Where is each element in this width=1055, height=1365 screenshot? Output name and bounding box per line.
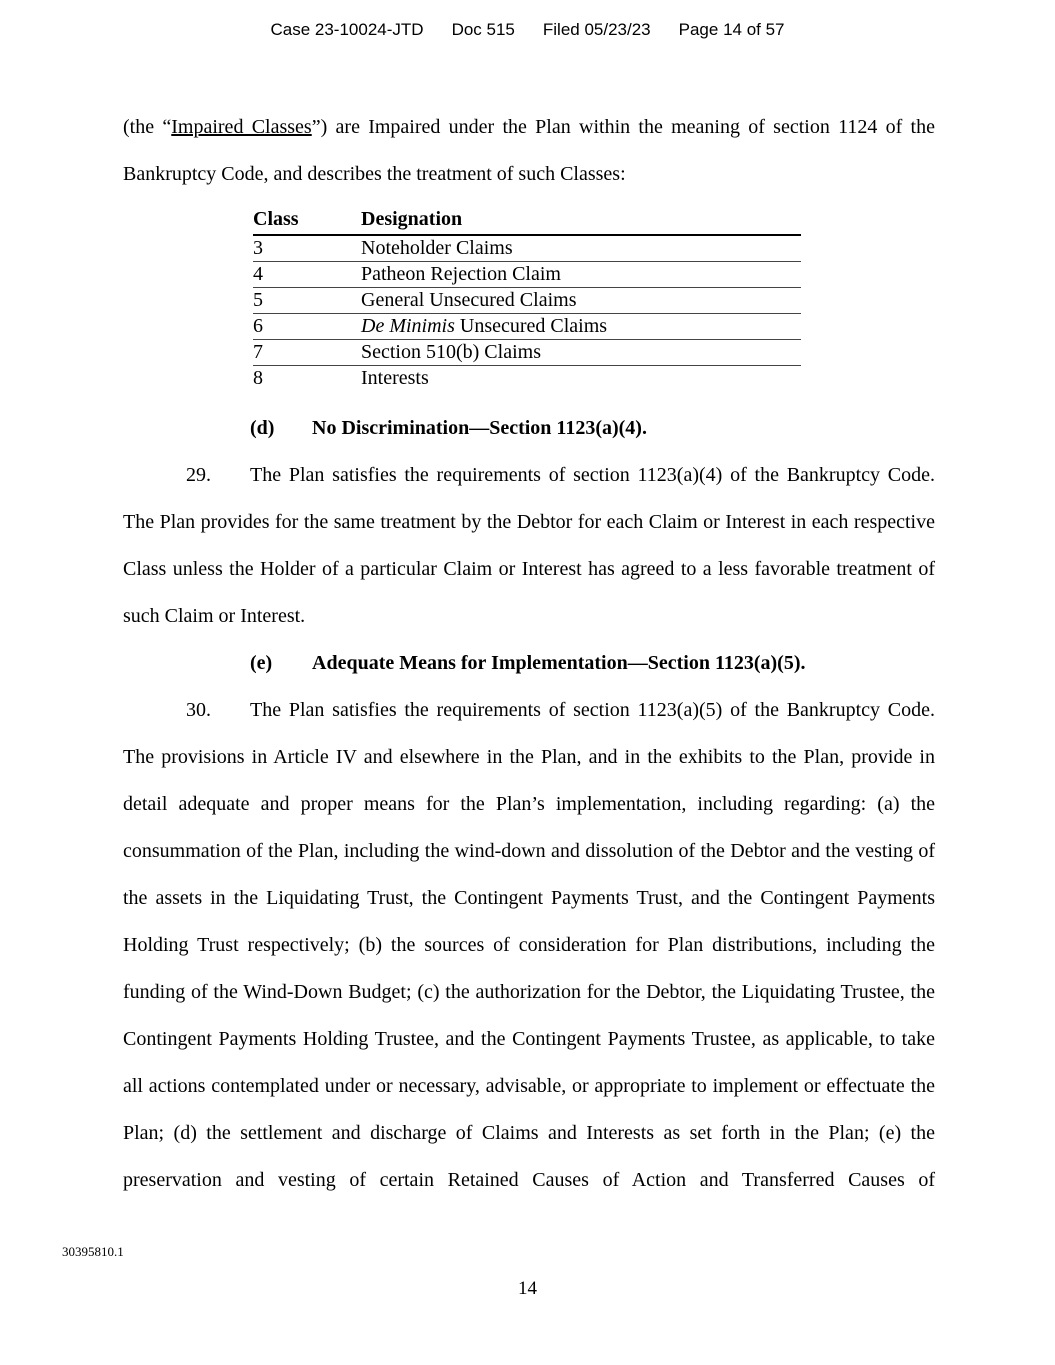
heading-title: No Discrimination—Section 1123(a)(4).: [312, 417, 647, 439]
table-row: [253, 288, 801, 314]
designation-cell: De Minimis Unsecured Claims: [361, 314, 801, 340]
class-cell: 6: [253, 314, 361, 340]
designation-cell: Noteholder Claims: [361, 235, 801, 262]
intro-paragraph: [123, 104, 935, 198]
paragraph-number: 29.: [186, 464, 211, 486]
designation-cell: Interests: [361, 367, 429, 389]
page-count: Page 14 of 57: [678, 20, 785, 39]
intro-post: ”) are Impaired under the Plan within the meaning of section 1124 of the Bankruptcy Code, and describes the treatment of such Classes:: [123, 116, 935, 185]
heading-label: (e): [250, 652, 273, 674]
class-cell: 5: [253, 288, 361, 314]
heading-no-discrimination: [250, 405, 935, 452]
paragraph-30: [123, 687, 935, 1204]
table-row: [253, 314, 801, 340]
paragraph-text: The Plan satisfies the requirements of section 1123(a)(4) of the Bankruptcy Code. The Plan provides for the same treatment by the Debtor for each Claim or Interest in each respective Class unless the Holder of a particular Claim or Interest has agreed to a less favorable treatment of such Claim or Interest.: [123, 464, 935, 627]
class-cell: 8: [253, 367, 263, 389]
table-row: [253, 235, 801, 262]
designation-cell: Section 510(b) Claims: [361, 340, 801, 366]
case-number: Case 23-10024-JTD: [270, 20, 424, 39]
classes-table-head: [253, 208, 801, 235]
paragraph-number: 30.: [186, 699, 211, 721]
heading-label: (d): [250, 417, 275, 439]
classes-table: [253, 208, 801, 391]
class-cell: 3: [253, 235, 361, 262]
case-stamp: [0, 20, 1055, 40]
heading-adequate-means: [250, 640, 935, 687]
table-row: [253, 340, 801, 366]
class-cell: 4: [253, 262, 361, 288]
filed-date: Filed 05/23/23: [542, 20, 651, 39]
document-body: [123, 104, 935, 1204]
class-column-header: Class: [253, 208, 361, 235]
paragraph-text: The Plan satisfies the requirements of section 1123(a)(5) of the Bankruptcy Code. The provisions in Article IV and elsewhere in the Plan, and in the exhibits to the Plan, provide in detail adequate and proper means for the Plan’s implementation, including regarding: (a) the consummation of the Plan, including the wind-down and dissolution of the Debtor and the vesting of the assets in the Liquidating Trust, the Contingent Payments Trust, and the Contingent Payments Holding Trust respectively; (b) the sources of consideration for Plan distributions, including the funding of the Wind-Down Budget; (c) the authorization for the Debtor, the Liquidating Trustee, the Contingent Payments Holding Trustee, and the Contingent Payments Trustee, as applicable, to take all actions contemplated under or necessary, advisable, or appropriate to implement or effectuate the Plan; (d) the settlement and discharge of Claims and Interests as set forth in the Plan; (e) the preservation and vesting of certain Retained Causes of Action and Transferred Causes of: [123, 699, 935, 1191]
classes-table-body: [253, 235, 801, 391]
doc-number: Doc 515: [451, 20, 515, 39]
page-number: 14: [518, 1278, 537, 1299]
italic-term: De Minimis: [361, 315, 455, 337]
heading-title: Adequate Means for Implementation—Section 1123(a)(5).: [312, 652, 806, 674]
table-row: [253, 366, 801, 392]
designation-column-header: Designation: [361, 208, 801, 235]
designation-cell: General Unsecured Claims: [361, 288, 801, 314]
designation-cell: Patheon Rejection Claim: [361, 262, 801, 288]
document-id-footer: 30395810.1: [62, 1244, 124, 1259]
intro-pre: (the “: [123, 116, 172, 138]
table-row: [253, 262, 801, 288]
paragraph-29: [123, 452, 935, 640]
defined-term-impaired-classes: Impaired Classes: [171, 116, 312, 138]
class-cell: 7: [253, 340, 361, 366]
table-header-row: [253, 208, 801, 235]
